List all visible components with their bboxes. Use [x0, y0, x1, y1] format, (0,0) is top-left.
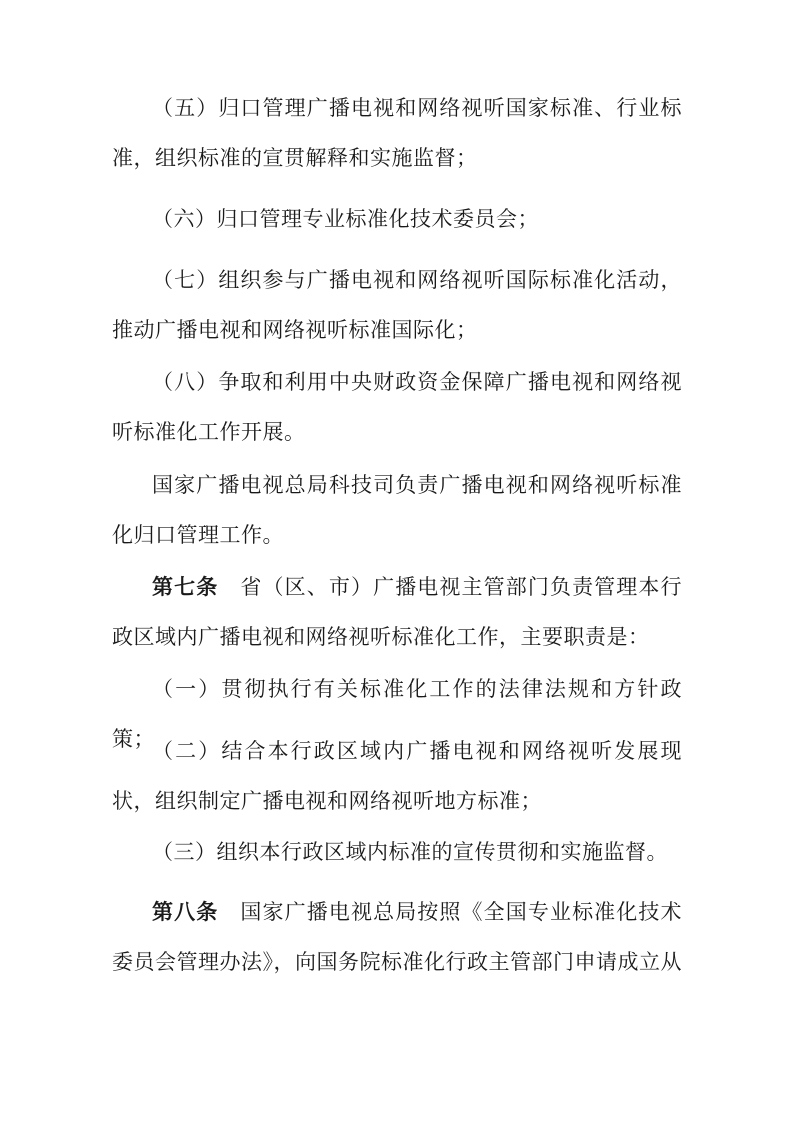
- paragraph-text: （五）归口管理广播电视和网络视听国家标准、行业标准，组织标准的宣贯解释和实施监督；: [112, 96, 682, 170]
- article-7: [112, 562, 682, 662]
- article-8: [112, 887, 682, 987]
- article-number: 第七条: [152, 574, 219, 599]
- paragraph-item-8: [112, 357, 682, 457]
- paragraph-text: （三）组织本行政区域内标准的宣传贯彻和实施监督。: [152, 840, 668, 864]
- paragraph-text: 国家广播电视总局按照《全国专业标准化技术委员会管理办法》，向国务院标准化行政主管部门申请成立从: [112, 900, 683, 974]
- article-7-item-2: [112, 726, 682, 826]
- article-7-item-3: [112, 827, 682, 877]
- paragraph-science-dept: [112, 460, 682, 560]
- paragraph-text: 省（区、市）广播电视主管部门负责管理本行政区域内广播电视和网络视听标准化工作，主要职责是：: [112, 575, 683, 649]
- paragraph-text: 国家广播电视总局科技司负责广播电视和网络视听标准化归口管理工作。: [112, 473, 682, 547]
- paragraph-text: （二）结合本行政区域内广播电视和网络视听发展现状，组织制定广播电视和网络视听地方标准；: [112, 739, 682, 813]
- paragraph-text: （七）组织参与广播电视和网络视听国际标准化活动，推动广播电视和网络视听标准国际化；: [112, 268, 682, 342]
- paragraph-text: （一）贯彻执行有关标准化工作的法律法规和方针政策；: [112, 677, 682, 751]
- paragraph-item-7: [112, 255, 682, 355]
- paragraph-item-6: [112, 194, 682, 244]
- paragraph-text: （六）归口管理专业标准化技术委员会；: [152, 207, 539, 231]
- article-number: 第八条: [152, 899, 219, 924]
- paragraph-text: （八）争取和利用中央财政资金保障广播电视和网络视听标准化工作开展。: [112, 370, 682, 444]
- paragraph-item-5: [112, 83, 682, 183]
